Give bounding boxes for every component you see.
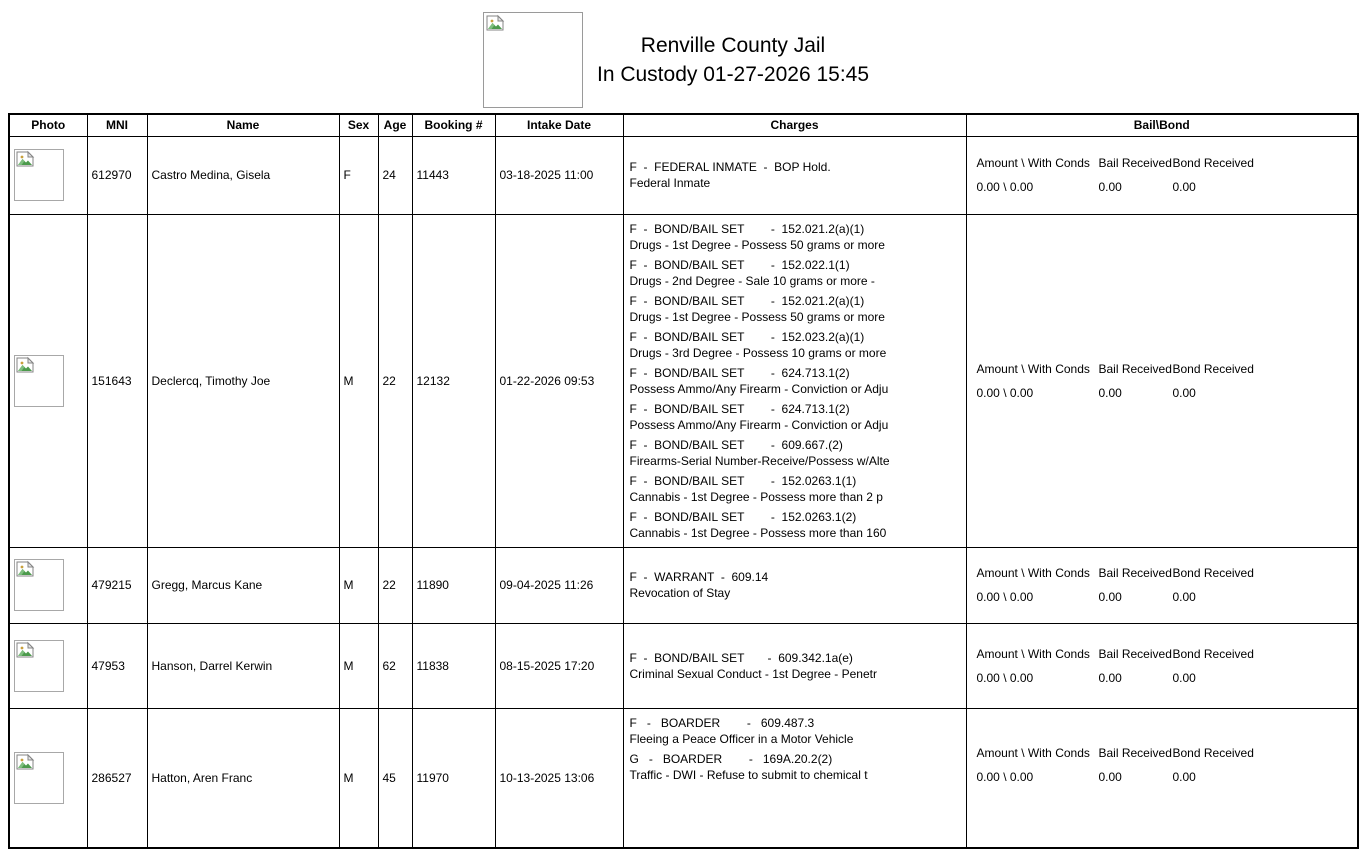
bail-bond-cell [966, 136, 1358, 214]
booking-number-cell: 11443 [412, 136, 495, 214]
charge-item [630, 473, 962, 505]
charge-item [630, 401, 962, 433]
charge-statute-line: F - BOND/BAIL SET - 152.023.2(a)(1) [629, 329, 865, 344]
broken-image-icon [16, 754, 34, 770]
bond-received-header: Bond Received [1172, 156, 1254, 170]
in-custody-table [8, 113, 1359, 849]
bail-amount-with-conds-value: 0.00 \ 0.00 [976, 590, 1034, 604]
charge-statute-line: F - BOND/BAIL SET - 624.713.1(2) [629, 365, 850, 380]
bail-amount-with-conds-header: Amount \ With Conds [976, 361, 1090, 376]
intake-date-cell: 10-13-2025 13:06 [495, 708, 623, 848]
charge-description-line: Cannabis - 1st Degree - Possess more than 160 [629, 525, 887, 540]
title-block [583, 31, 883, 89]
broken-image-icon [16, 357, 34, 373]
booking-number-cell: 11838 [412, 623, 495, 708]
sex-cell: M [339, 214, 378, 547]
charge-description-line: Cannabis - 1st Degree - Possess more than 2 p [629, 489, 883, 504]
mni-cell: 151643 [87, 214, 147, 547]
bond-received-value: 0.00 [1172, 670, 1196, 685]
charge-item [630, 509, 962, 541]
charge-item [630, 221, 962, 253]
bail-received-header: Bail Received [1098, 646, 1172, 661]
charge-statute-line: F - BOND/BAIL SET - 609.342.1a(e) [629, 650, 853, 665]
charge-description-line: Traffic - DWI - Refuse to submit to chemical t [629, 767, 868, 782]
charge-description-line: Drugs - 1st Degree - Possess 50 grams or more [629, 237, 885, 252]
intake-date-cell: 03-18-2025 11:00 [495, 136, 623, 214]
bail-bond-cell [966, 214, 1358, 547]
bond-received-value: 0.00 [1172, 769, 1196, 784]
bail-bond-cell [966, 623, 1358, 708]
age-cell: 22 [378, 214, 412, 547]
mni-cell: 612970 [87, 136, 147, 214]
charge-item [630, 365, 962, 397]
charges-cell [623, 214, 966, 547]
photo-cell [9, 623, 87, 708]
bail-amount-with-conds-value: 0.00 \ 0.00 [976, 385, 1034, 400]
column-header-mni: MNI [87, 114, 147, 136]
bail-amount-with-conds-header: Amount \ With Conds [976, 646, 1090, 661]
bail-received-value: 0.00 [1098, 385, 1122, 400]
photo-cell [9, 136, 87, 214]
bond-received-header: Bond Received [1172, 745, 1254, 760]
bond-received-value: 0.00 [1172, 180, 1196, 194]
charge-item [630, 751, 962, 783]
charge-description-line: Criminal Sexual Conduct - 1st Degree - Penetr [629, 666, 877, 681]
page-title: Renville County Jail [640, 34, 826, 57]
inmate-photo-placeholder [14, 640, 64, 692]
charge-statute-line: G - BOARDER - 169A.20.2(2) [629, 751, 833, 766]
bail-amount-with-conds-header: Amount \ With Conds [976, 156, 1090, 170]
charge-item [630, 650, 962, 682]
bail-amount-with-conds-value: 0.00 \ 0.00 [976, 769, 1034, 784]
sex-cell: M [339, 708, 378, 848]
inmate-photo-placeholder [14, 559, 64, 611]
charge-item [630, 715, 962, 747]
inmate-row [9, 136, 1358, 214]
inmate-row [9, 547, 1358, 623]
name-cell: Declercq, Timothy Joe [147, 214, 339, 547]
broken-image-icon [16, 561, 34, 577]
name-cell: Hanson, Darrel Kerwin [147, 623, 339, 708]
inmate-row [9, 623, 1358, 708]
bail-received-header: Bail Received [1098, 566, 1172, 580]
table-header-row [9, 114, 1358, 136]
charge-item [630, 569, 962, 601]
charge-statute-line: F - WARRANT - 609.14 [629, 570, 769, 584]
age-cell: 45 [378, 708, 412, 848]
bail-block [977, 361, 1358, 401]
bail-received-value: 0.00 [1098, 769, 1122, 784]
broken-image-icon [486, 15, 504, 31]
mni-cell: 47953 [87, 623, 147, 708]
intake-date-cell: 08-15-2025 17:20 [495, 623, 623, 708]
column-header-photo: Photo [9, 114, 87, 136]
charge-description-line: Possess Ammo/Any Firearm - Conviction or Adju [629, 381, 889, 396]
photo-cell [9, 708, 87, 848]
charges-list [630, 569, 962, 601]
charge-item [630, 437, 962, 469]
booking-number-cell: 11890 [412, 547, 495, 623]
page-subtitle: In Custody 01-27-2026 15:45 [596, 63, 870, 86]
bond-received-value: 0.00 [1172, 385, 1196, 400]
age-cell: 62 [378, 623, 412, 708]
charges-list [630, 715, 962, 783]
bail-amount-with-conds-header: Amount \ With Conds [976, 745, 1090, 760]
charge-description-line: Fleeing a Peace Officer in a Motor Vehicle [629, 731, 854, 746]
bond-received-header: Bond Received [1172, 361, 1254, 376]
bail-block [977, 565, 1358, 605]
sex-cell: F [339, 136, 378, 214]
charge-statute-line: F - BOND/BAIL SET - 609.667.(2) [629, 437, 843, 452]
bond-received-header: Bond Received [1172, 566, 1254, 580]
charge-description-line: Drugs - 1st Degree - Possess 50 grams or more [629, 309, 885, 324]
age-cell: 22 [378, 547, 412, 623]
charges-cell [623, 136, 966, 214]
inmate-row [9, 214, 1358, 547]
bond-received-value: 0.00 [1172, 590, 1196, 604]
bail-block [977, 646, 1358, 686]
charges-list [630, 221, 962, 541]
inmate-photo-placeholder [14, 149, 64, 201]
charges-cell [623, 708, 966, 848]
charge-description-line: Drugs - 2nd Degree - Sale 10 grams or more - [629, 273, 875, 288]
broken-image-icon [16, 642, 34, 658]
bail-bond-cell [966, 708, 1358, 848]
charge-description-line: Possess Ammo/Any Firearm - Conviction or Adju [629, 417, 889, 432]
charge-description-line: Drugs - 3rd Degree - Possess 10 grams or more [629, 345, 887, 360]
inmate-row [9, 708, 1358, 848]
photo-cell [9, 214, 87, 547]
charges-cell [623, 623, 966, 708]
header-image-placeholder [483, 12, 583, 108]
column-header-age: Age [378, 114, 412, 136]
bail-block [977, 745, 1358, 785]
charge-description-line: Revocation of Stay [629, 586, 731, 600]
bail-received-header: Bail Received [1098, 361, 1172, 376]
charge-statute-line: F - BOND/BAIL SET - 152.021.2(a)(1) [629, 293, 865, 308]
bail-received-header: Bail Received [1098, 156, 1172, 170]
inmate-photo-placeholder [14, 752, 64, 804]
bail-bond-cell [966, 547, 1358, 623]
charge-item [630, 159, 962, 191]
mni-cell: 479215 [87, 547, 147, 623]
booking-number-cell: 12132 [412, 214, 495, 547]
charges-list [630, 159, 962, 191]
photo-cell [9, 547, 87, 623]
bail-amount-with-conds-header: Amount \ With Conds [976, 566, 1090, 580]
booking-number-cell: 11970 [412, 708, 495, 848]
column-header-intake-date: Intake Date [495, 114, 623, 136]
page-header [0, 12, 1366, 108]
charge-statute-line: F - BOND/BAIL SET - 152.022.1(1) [629, 257, 850, 272]
intake-date-cell: 09-04-2025 11:26 [495, 547, 623, 623]
charges-list [630, 650, 962, 682]
inmate-photo-placeholder [14, 355, 64, 407]
bail-received-value: 0.00 [1098, 180, 1122, 194]
sex-cell: M [339, 547, 378, 623]
name-cell: Castro Medina, Gisela [147, 136, 339, 214]
column-header-bail-bond: Bail\Bond [966, 114, 1358, 136]
column-header-charges: Charges [623, 114, 966, 136]
broken-image-icon [16, 151, 34, 167]
intake-date-cell: 01-22-2026 09:53 [495, 214, 623, 547]
bail-amount-with-conds-value: 0.00 \ 0.00 [976, 180, 1034, 194]
charge-item [630, 293, 962, 325]
charge-statute-line: F - FEDERAL INMATE - BOP Hold. [629, 160, 831, 174]
column-header-sex: Sex [339, 114, 378, 136]
mni-cell: 286527 [87, 708, 147, 848]
charge-description-line: Firearms-Serial Number-Receive/Possess w/Alte [629, 453, 890, 468]
bail-amount-with-conds-value: 0.00 \ 0.00 [976, 670, 1034, 685]
bond-received-header: Bond Received [1172, 646, 1254, 661]
sex-cell: M [339, 623, 378, 708]
name-cell: Hatton, Aren Franc [147, 708, 339, 848]
column-header-booking: Booking # [412, 114, 495, 136]
bail-received-value: 0.00 [1098, 590, 1122, 604]
bail-received-value: 0.00 [1098, 670, 1122, 685]
charge-statute-line: F - BOARDER - 609.487.3 [629, 715, 815, 730]
bail-received-header: Bail Received [1098, 745, 1172, 760]
name-cell: Gregg, Marcus Kane [147, 547, 339, 623]
charge-statute-line: F - BOND/BAIL SET - 152.0263.1(2) [629, 509, 857, 524]
charge-item [630, 257, 962, 289]
charge-statute-line: F - BOND/BAIL SET - 624.713.1(2) [629, 401, 850, 416]
bail-block [977, 155, 1358, 195]
charge-statute-line: F - BOND/BAIL SET - 152.0263.1(1) [629, 473, 857, 488]
charge-item [630, 329, 962, 361]
charges-cell [623, 547, 966, 623]
column-header-name: Name [147, 114, 339, 136]
charge-statute-line: F - BOND/BAIL SET - 152.021.2(a)(1) [629, 221, 865, 236]
age-cell: 24 [378, 136, 412, 214]
charge-description-line: Federal Inmate [629, 176, 711, 190]
